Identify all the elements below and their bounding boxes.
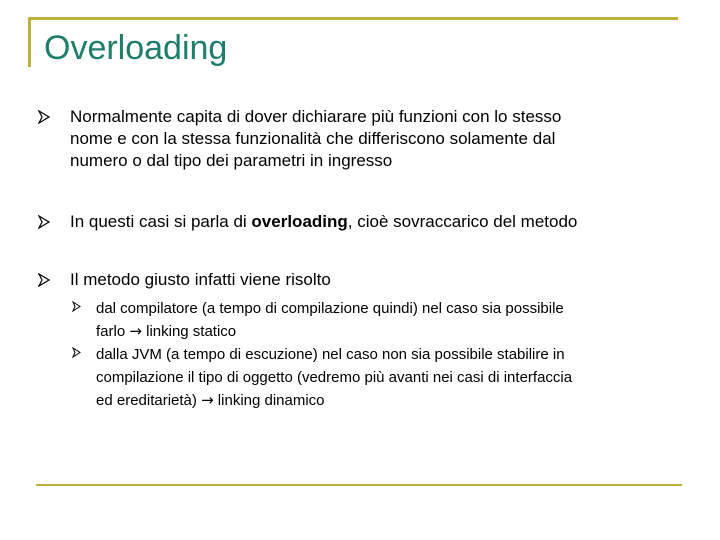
bullet-line: numero o dal tipo dei parametri in ingresso <box>70 151 393 170</box>
arrowhead-bullet-icon <box>38 215 50 229</box>
sub-bullet-line: compilazione il tipo di oggetto (vedremo più avanti nei casi di interfaccia <box>96 369 573 386</box>
right-arrow-icon: → <box>129 322 142 340</box>
bullet-line: nome e con la stessa funzionalità che differiscono solamente dal <box>70 129 556 148</box>
sub-bullet-line <box>96 320 681 343</box>
bullet-text: Il metodo giusto infatti viene risolto <box>70 270 331 289</box>
right-arrow-icon: → <box>201 391 214 409</box>
sub-bullet-text-suffix: linking statico <box>141 323 237 340</box>
sub-bullet-line <box>96 389 681 412</box>
arrowhead-bullet-icon <box>72 301 81 312</box>
bullet-text <box>70 211 670 233</box>
bullet-text <box>70 106 670 172</box>
bottom-rule <box>36 484 682 486</box>
bullet-text-suffix: , cioè sovraccarico del metodo <box>347 212 578 231</box>
sub-bullet-text-suffix: linking dinamico <box>213 392 325 409</box>
sub-bullet-text-prefix: farlo <box>96 323 130 340</box>
arrowhead-bullet-icon <box>38 273 50 287</box>
sub-bullet-line: dalla JVM (a tempo di escuzione) nel caso non sia possibile stabilire in <box>96 346 565 363</box>
bullet-text-prefix: In questi casi si parla di <box>70 212 252 231</box>
sub-bullet-text <box>96 343 681 412</box>
sub-bullet-line: dal compilatore (a tempo di compilazione quindi) nel caso sia possibile <box>96 300 564 317</box>
slide-title: Overloading <box>44 29 228 67</box>
bullet-keyword: overloading <box>251 212 348 231</box>
bullet-line: Normalmente capita di dover dichiarare più funzioni con lo stesso <box>70 107 562 126</box>
arrowhead-bullet-icon <box>72 347 81 358</box>
sub-bullet-text-prefix: ed ereditarietà) <box>96 392 202 409</box>
arrowhead-bullet-icon <box>38 110 50 124</box>
top-rule <box>28 17 678 20</box>
sub-bullet-text <box>96 297 681 343</box>
left-rule <box>28 17 31 67</box>
